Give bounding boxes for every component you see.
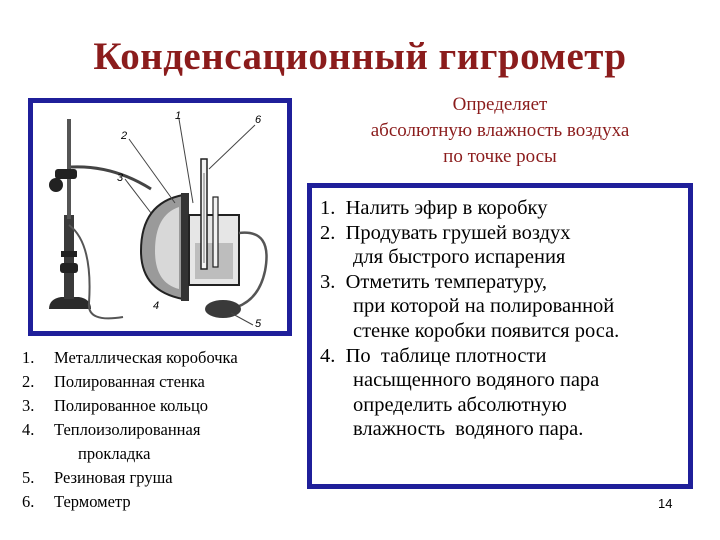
parts-item-number: 3. — [22, 396, 35, 415]
parts-item-number: 4. — [22, 420, 35, 439]
step-line: 4. По таблице плотности — [320, 344, 547, 367]
step-line: 1. Налить эфир в коробку — [320, 197, 548, 219]
parts-item-label: Резиновая груша — [54, 468, 173, 487]
callout-1: 1 — [175, 110, 182, 122]
callout-2: 2 — [121, 130, 128, 142]
procedure-steps-box — [307, 183, 693, 489]
parts-item-number: 1. — [22, 348, 35, 367]
parts-item-label: Полированная стенка — [54, 372, 205, 391]
parts-item-continuation: прокладка — [78, 444, 151, 463]
parts-item — [22, 370, 312, 394]
step-line: насыщенного водяного пара — [353, 369, 600, 392]
slide-number: 14 — [658, 496, 673, 511]
parts-item-number: 2. — [22, 372, 35, 391]
purpose-line: абсолютную влажность воздуха — [370, 120, 630, 141]
parts-item-label: Металлическая коробочка — [54, 348, 238, 367]
step-line: влажность водяного пара. — [353, 418, 584, 441]
step-line: 2. Продувать грушей воздух — [320, 221, 571, 244]
slide-title: Конденсационный гигрометр — [93, 35, 627, 78]
hygrometer-illustration — [33, 103, 287, 331]
step-line: 3. Отметить температуру, — [320, 270, 547, 293]
parts-item — [22, 490, 312, 514]
parts-item — [22, 418, 312, 466]
parts-item-number: 5. — [22, 468, 35, 487]
parts-item-number: 6. — [22, 492, 35, 511]
parts-item — [22, 394, 312, 418]
callout-6: 6 — [255, 114, 262, 126]
hygrometer-figure-frame — [28, 98, 292, 336]
purpose-line: по точке росы — [443, 146, 557, 167]
parts-item-label: Полированное кольцо — [54, 396, 209, 415]
parts-item — [22, 346, 312, 370]
callout-5: 5 — [255, 318, 262, 330]
purpose-line: Определяет — [452, 94, 548, 115]
insulating-gasket — [181, 193, 189, 301]
purpose-text — [300, 92, 700, 170]
parts-legend — [22, 346, 312, 514]
callout-3: 3 — [117, 172, 124, 184]
parts-item-label: Термометр — [54, 492, 131, 511]
step-line: определить абсолютную — [353, 393, 567, 416]
rubber-tube-right — [237, 233, 267, 307]
step-line: стенке коробки появится роса. — [353, 319, 620, 342]
step-line: для быстрого испарения — [353, 246, 566, 269]
parts-item-label: Теплоизолированная — [54, 420, 201, 439]
step-line: при которой на полированной — [353, 295, 615, 318]
parts-item — [22, 466, 312, 490]
callout-4: 4 — [153, 300, 160, 312]
